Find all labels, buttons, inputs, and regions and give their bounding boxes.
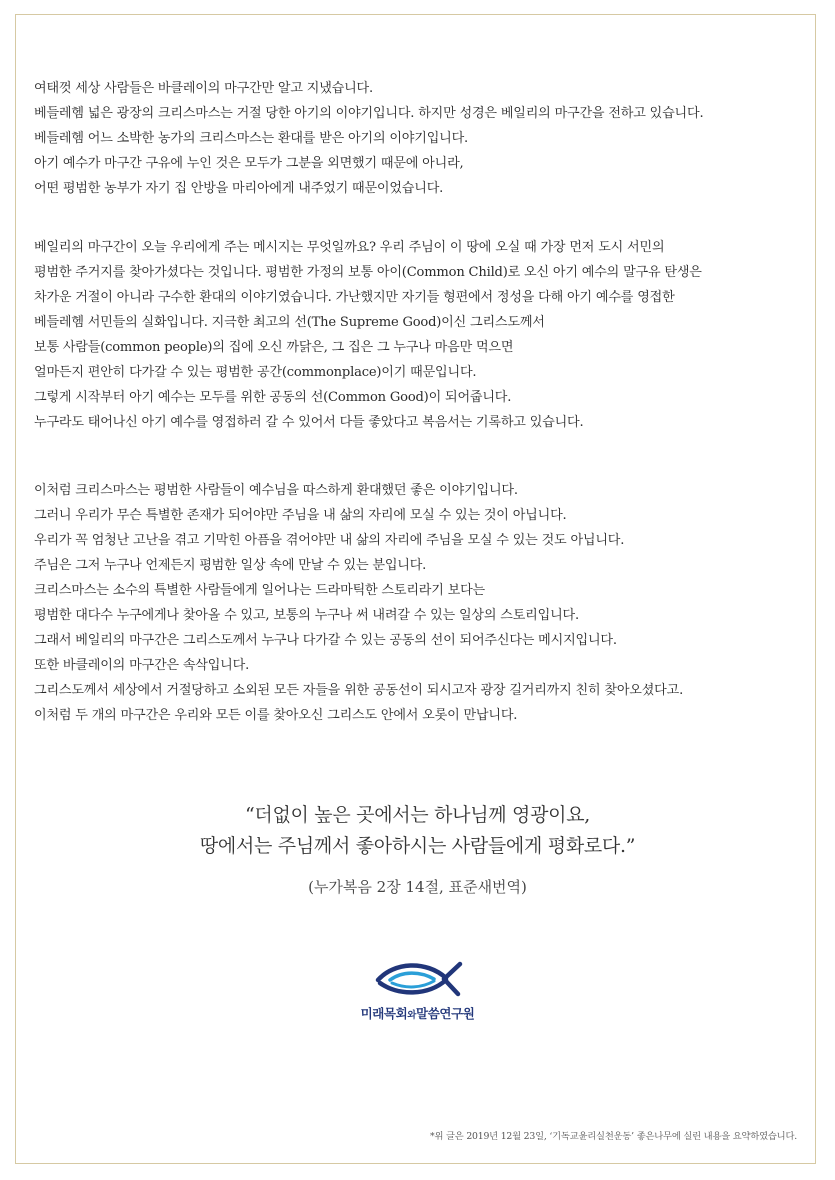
text-line: 그러니 우리가 무슨 특별한 존재가 되어야만 주님을 내 삶의 자리에 모실 수 있는 것이 아닙니다. [34,508,567,523]
text-line: 베일리의 마구간이 오늘 우리에게 주는 메시지는 무엇일까요? 우리 주님이 이 땅에 오실 때 가장 먼저 도시 서민의 [34,240,665,255]
text-line: 누구라도 태어나신 아기 예수를 영접하러 갈 수 있어서 다들 좋았다고 복음서는 기록하고 있습니다. [34,415,584,430]
quote-source: (누가복음 2장 14절, 표준새번역) [308,878,527,896]
footnote: *위 글은 2019년 12월 23일, ‘기독교윤리실천운동’ 좋은나무에 실린 내용을 요약하였습니다. [430,1131,797,1142]
text-line: 크리스마스는 소수의 특별한 사람들에게 일어나는 드라마틱한 스토리라기 보다는 [34,583,485,598]
text-line: 또한 바클레이의 마구간은 속삭입니다. [34,658,250,673]
text-line: 베들레헴 서민들의 실화입니다. 지극한 최고의 선(The Supreme Good)이신 그리스도께서 [34,315,545,330]
text-line: 주님은 그저 누구나 언제든지 평범한 일상 속에 만날 수 있는 분입니다. [34,558,427,573]
text-line: 차가운 거절이 아니라 구수한 환대의 이야기였습니다. 가난했지만 자기들 형편에서 정성을 다해 아기 예수를 영접한 [34,290,675,305]
text-line: 평범한 대다수 누구에게나 찾아올 수 있고, 보통의 누구나 써 내려갈 수 있는 일상의 스토리입니다. [34,608,579,623]
text-line: 그렇게 시작부터 아기 예수는 모두를 위한 공동의 선(Common Good)이 되어줍니다. [34,390,512,405]
scripture-quote [0,800,835,862]
organization-name [0,1004,835,1022]
fish-logo-icon [372,958,464,998]
text-line: 얼마든지 편안히 다가갈 수 있는 평범한 공간(commonplace)이기 때문입니다. [34,365,477,380]
org-name-part: 미래목회 [360,1006,408,1021]
paragraph-3 [34,478,804,728]
text-line: 우리가 꼭 엄청난 고난을 겪고 기막힌 아픔을 겪어야만 내 삶의 자리에 주님을 모실 수 있는 것도 아닙니다. [34,533,625,548]
text-line: 아기 예수가 마구간 구유에 누인 것은 모두가 그분을 외면했기 때문에 아니라, [34,156,464,171]
text-line: 여태껏 세상 사람들은 바클레이의 마구간만 알고 지냈습니다. [34,81,373,96]
paragraph-2 [34,235,804,435]
text-line: 이처럼 크리스마스는 평범한 사람들이 예수님을 따스하게 환대했던 좋은 이야기입니다. [34,483,518,498]
text-line: 어떤 평범한 농부가 자기 집 안방을 마리아에게 내주었기 때문이었습니다. [34,181,444,196]
paragraph-1 [34,76,804,201]
text-line: 평범한 주거지를 찾아가셨다는 것입니다. 평범한 가정의 보통 아이(Common Child)로 오신 아기 예수의 말구유 탄생은 [34,265,702,280]
quote-line-2: 땅에서는 주님께서 좋아하시는 사람들에게 평화로다.” [199,835,636,857]
text-line: 이처럼 두 개의 마구간은 우리와 모든 이를 찾아오신 그리스도 안에서 오롯이 만납니다. [34,708,518,723]
text-line: 베들레헴 넓은 광장의 크리스마스는 거절 당한 아기의 이야기입니다. 하지만 성경은 베일리의 마구간을 전하고 있습니다. [34,106,704,121]
org-name-connector: 와 [407,1010,417,1021]
text-line: 보통 사람들(common people)의 집에 오신 까닭은, 그 집은 그 누구나 마음만 먹으면 [34,340,514,355]
org-name-part: 말씀연구원 [416,1006,475,1021]
text-line: 그래서 베일리의 마구간은 그리스도께서 누구나 다가갈 수 있는 공동의 선이 되어주신다는 메시지입니다. [34,633,617,648]
quote-line-1: “더없이 높은 곳에서는 하나님께 영광이요, [244,804,591,826]
text-line: 그리스도께서 세상에서 거절당하고 소외된 모든 자들을 위한 공동선이 되시고자 광장 길거리까지 친히 찾아오셨다고. [34,683,684,698]
text-line: 베들레헴 어느 소박한 농가의 크리스마스는 환대를 받은 아기의 이야기입니다. [34,131,469,146]
